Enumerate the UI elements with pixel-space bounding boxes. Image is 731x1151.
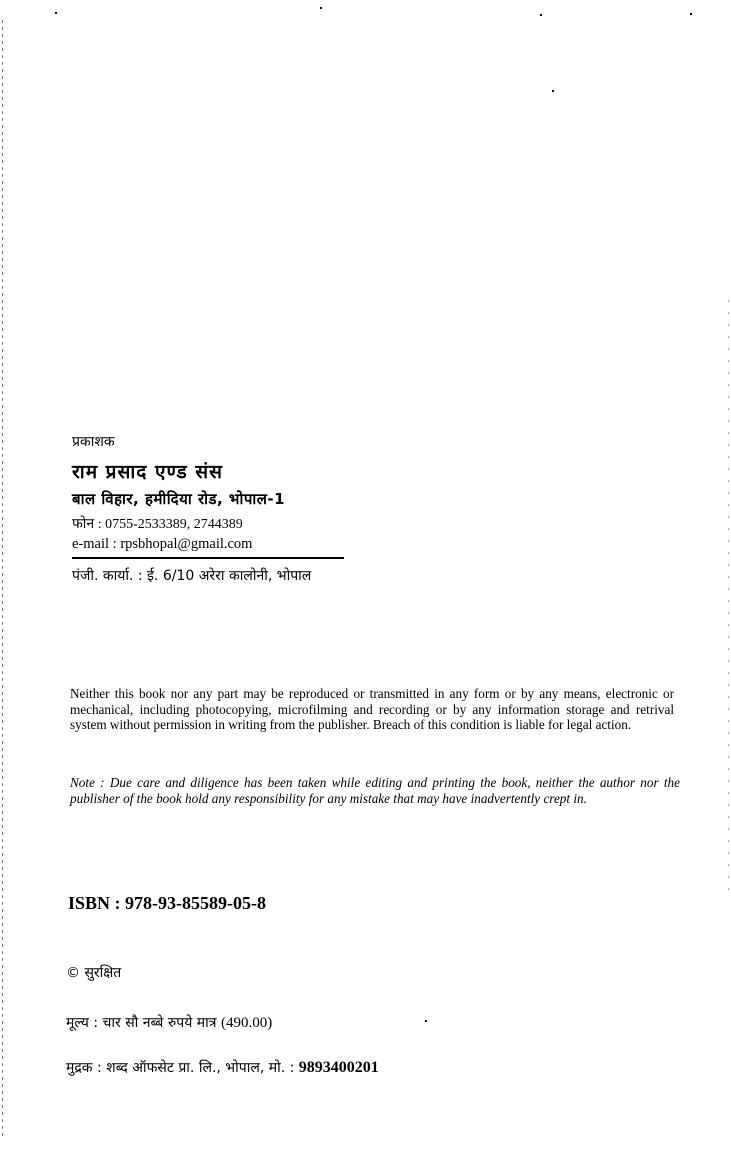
liability-note: Note : Due care and diligence has been taken while editing and printing the book, neither the author nor the publisher of the book hold any responsibility for any mistake that may have inadvertently crept in. [70, 775, 680, 806]
scan-speck [552, 90, 554, 92]
scan-speck [55, 12, 57, 14]
price-amount: (490.00) [220, 1015, 273, 1031]
scan-speck [690, 13, 692, 15]
isbn: ISBN : 978-93-85589-05-8 [68, 893, 266, 913]
scan-speck [425, 1020, 427, 1022]
publisher-label: प्रकाशक [72, 434, 115, 450]
printer-label: मुद्रक : शब्द ऑफसेट प्रा. लि., भोपाल, मो. : [66, 1060, 295, 1076]
price-line [66, 1013, 272, 1032]
scan-edge-right [728, 300, 729, 900]
printer-mobile: 9893400201 [298, 1059, 379, 1076]
divider-rule [72, 557, 344, 559]
price-label: मूल्य : चार सौ नब्बे रुपये मात्र [66, 1015, 217, 1031]
publisher-name: राम प्रसाद एण्ड संस [72, 461, 223, 483]
publisher-phone: फोन : 0755-2533389, 2744389 [72, 517, 243, 532]
publisher-address: बाल विहार, हमीदिया रोड, भोपाल-1 [72, 490, 286, 508]
copyright-notice: © सुरक्षित [66, 965, 122, 981]
printer-line [66, 1058, 379, 1077]
scan-edge-left [2, 20, 3, 1140]
scan-speck [540, 14, 542, 16]
scan-speck [320, 7, 322, 9]
rights-disclaimer: Neither this book nor any part may be reproduced or transmitted in any form or by any means, electronic or mechanical, including photocopying, microfilming and recording or by any information storage and retrival system without permission in writing from the publisher. Breach of this condition is liable for legal action. [70, 686, 674, 732]
registered-office: पंजी. कार्या. : ई. 6/10 अरेरा कालोनी, भोपाल [72, 568, 312, 584]
publisher-email: e-mail : rpsbhopal@gmail.com [72, 536, 253, 552]
